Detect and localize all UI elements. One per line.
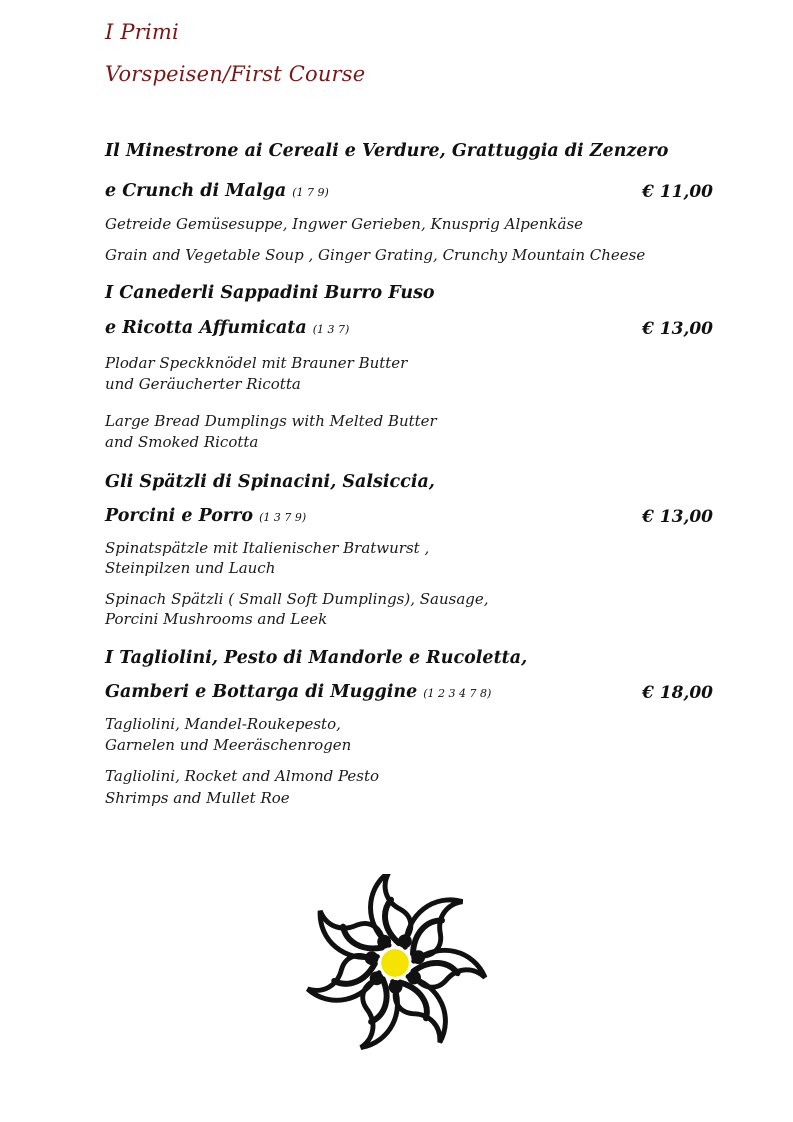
menu-heading-subtitle: Vorspeisen/First Course <box>105 62 366 86</box>
edelweiss-petal <box>309 893 394 973</box>
dish-price: € 13,00 <box>642 507 713 527</box>
menu-heading-primary: I Primi <box>105 20 179 44</box>
dish-description-en-line1: Tagliolini, Rocket and Almond Pesto <box>105 767 380 785</box>
dish-name-line1: Il Minestrone ai Cereali e Verdure, Grattuggia di Zenzero <box>105 141 669 161</box>
dish-description-en: Grain and Vegetable Soup , Ginger Grating, Crunchy Mountain Cheese <box>105 246 646 264</box>
dish-name-line2: Porcini e Porro (1 3 7 9) <box>105 506 307 526</box>
dish-price: € 13,00 <box>642 319 713 339</box>
dish-description-de-line1: Tagliolini, Mandel-Roukepesto, <box>105 715 341 733</box>
dish-description-en-line1: Spinach Spätzli ( Small Soft Dumplings), Sausage, <box>105 590 489 608</box>
dish-name-line2: e Ricotta Affumicata (1 3 7) <box>105 318 350 338</box>
dish-price: € 18,00 <box>642 683 713 703</box>
dish-name-line1: Gli Spätzli di Spinacini, Salsiccia, <box>105 472 435 492</box>
allergen-codes: (1 3 7 9) <box>259 511 307 524</box>
dish-name-line1: I Canederli Sappadini Burro Fuso <box>105 283 435 303</box>
dish-description-de-line1: Plodar Speckknödel mit Brauner Butter <box>105 354 408 372</box>
edelweiss-icon <box>296 874 494 1052</box>
dish-name-line2: e Crunch di Malga (1 7 9) <box>105 181 329 201</box>
dish-description-en-line2: and Smoked Ricotta <box>105 433 259 451</box>
allergen-codes: (1 3 7) <box>312 323 350 336</box>
dish-name-line1: I Tagliolini, Pesto di Mandorle e Rucoletta, <box>105 648 528 668</box>
dish-description-en-line1: Large Bread Dumplings with Melted Butter <box>105 412 437 430</box>
allergen-codes: (1 7 9) <box>292 186 329 199</box>
allergen-codes: (1 2 3 4 7 8) <box>423 687 492 700</box>
dish-name-line2: Gamberi e Bottarga di Muggine (1 2 3 4 7 8) <box>105 682 492 702</box>
dish-description-en-line2: Shrimps and Mullet Roe <box>105 789 290 807</box>
dish-description-de-line2: und Geräucherter Ricotta <box>105 375 301 393</box>
dish-description-en-line2: Porcini Mushrooms and Leek <box>105 610 328 628</box>
dish-description-de: Getreide Gemüsesuppe, Ingwer Gerieben, Knusprig Alpenkäse <box>105 215 584 233</box>
dish-description-de-line2: Garnelen und Meeräschenrogen <box>105 736 352 754</box>
edelweiss-center <box>381 949 409 977</box>
dish-description-de-line2: Steinpilzen und Lauch <box>105 559 276 577</box>
dish-description-de-line1: Spinatspätzle mit Italienischer Bratwurst , <box>105 539 430 557</box>
dish-price: € 11,00 <box>642 182 713 202</box>
